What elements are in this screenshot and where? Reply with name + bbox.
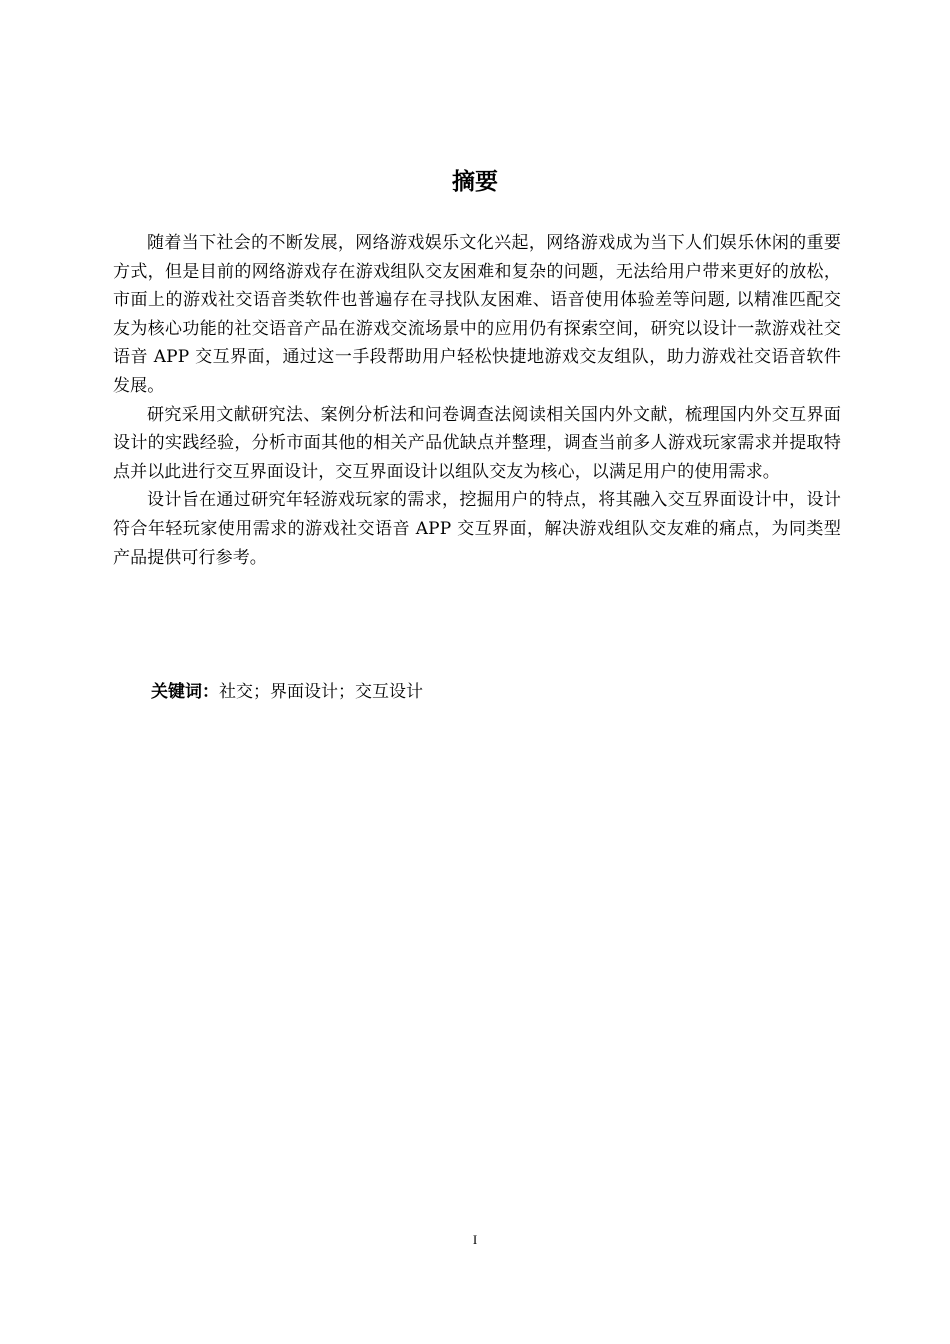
abstract-paragraph-1: 随着当下社会的不断发展，网络游戏娱乐文化兴起，网络游戏成为当下人们娱乐休闲的重要方式，但是目前的网络游戏存在游戏组队交友困难和复杂的问题，无法给用户带来更好的放松，市面上的游戏社交语音类软件也普遍存在寻找队友困难、语音使用体验差等问题, 以精准匹配交友为核心功能的社交语音产品在游戏交流场景中的应用仍有探索空间，研究以设计一款游戏社交语音 APP 交互界面，通过这一手段帮助用户轻松快捷地游戏交友组队，助力游戏社交语音软件发展。 <box>113 233 841 396</box>
abstract-paragraph-2: 研究采用文献研究法、案例分析法和问卷调查法阅读相关国内外文献，梳理国内外交互界面设计的实践经验，分析市面其他的相关产品优缺点并整理，调查当前多人游戏玩家需求并提取特点并以此进行交互界面设计，交互界面设计以组队交友为核心，以满足用户的使用需求。 <box>113 404 841 482</box>
abstract-body <box>113 229 841 572</box>
page-number: I <box>472 1232 478 1247</box>
keywords-value: 社交；界面设计；交互设计 <box>219 682 423 702</box>
keywords-label: 关键词： <box>151 682 219 702</box>
abstract-paragraph-3: 设计旨在通过研究年轻游戏玩家的需求，挖掘用户的特点，将其融入交互界面设计中，设计符合年轻玩家使用需求的游戏社交语音 APP 交互界面，解决游戏组队交友难的痛点，为同类型产品提供可行参考。 <box>113 490 841 568</box>
keywords-line <box>151 678 841 706</box>
abstract-title: 摘要 <box>452 169 498 195</box>
